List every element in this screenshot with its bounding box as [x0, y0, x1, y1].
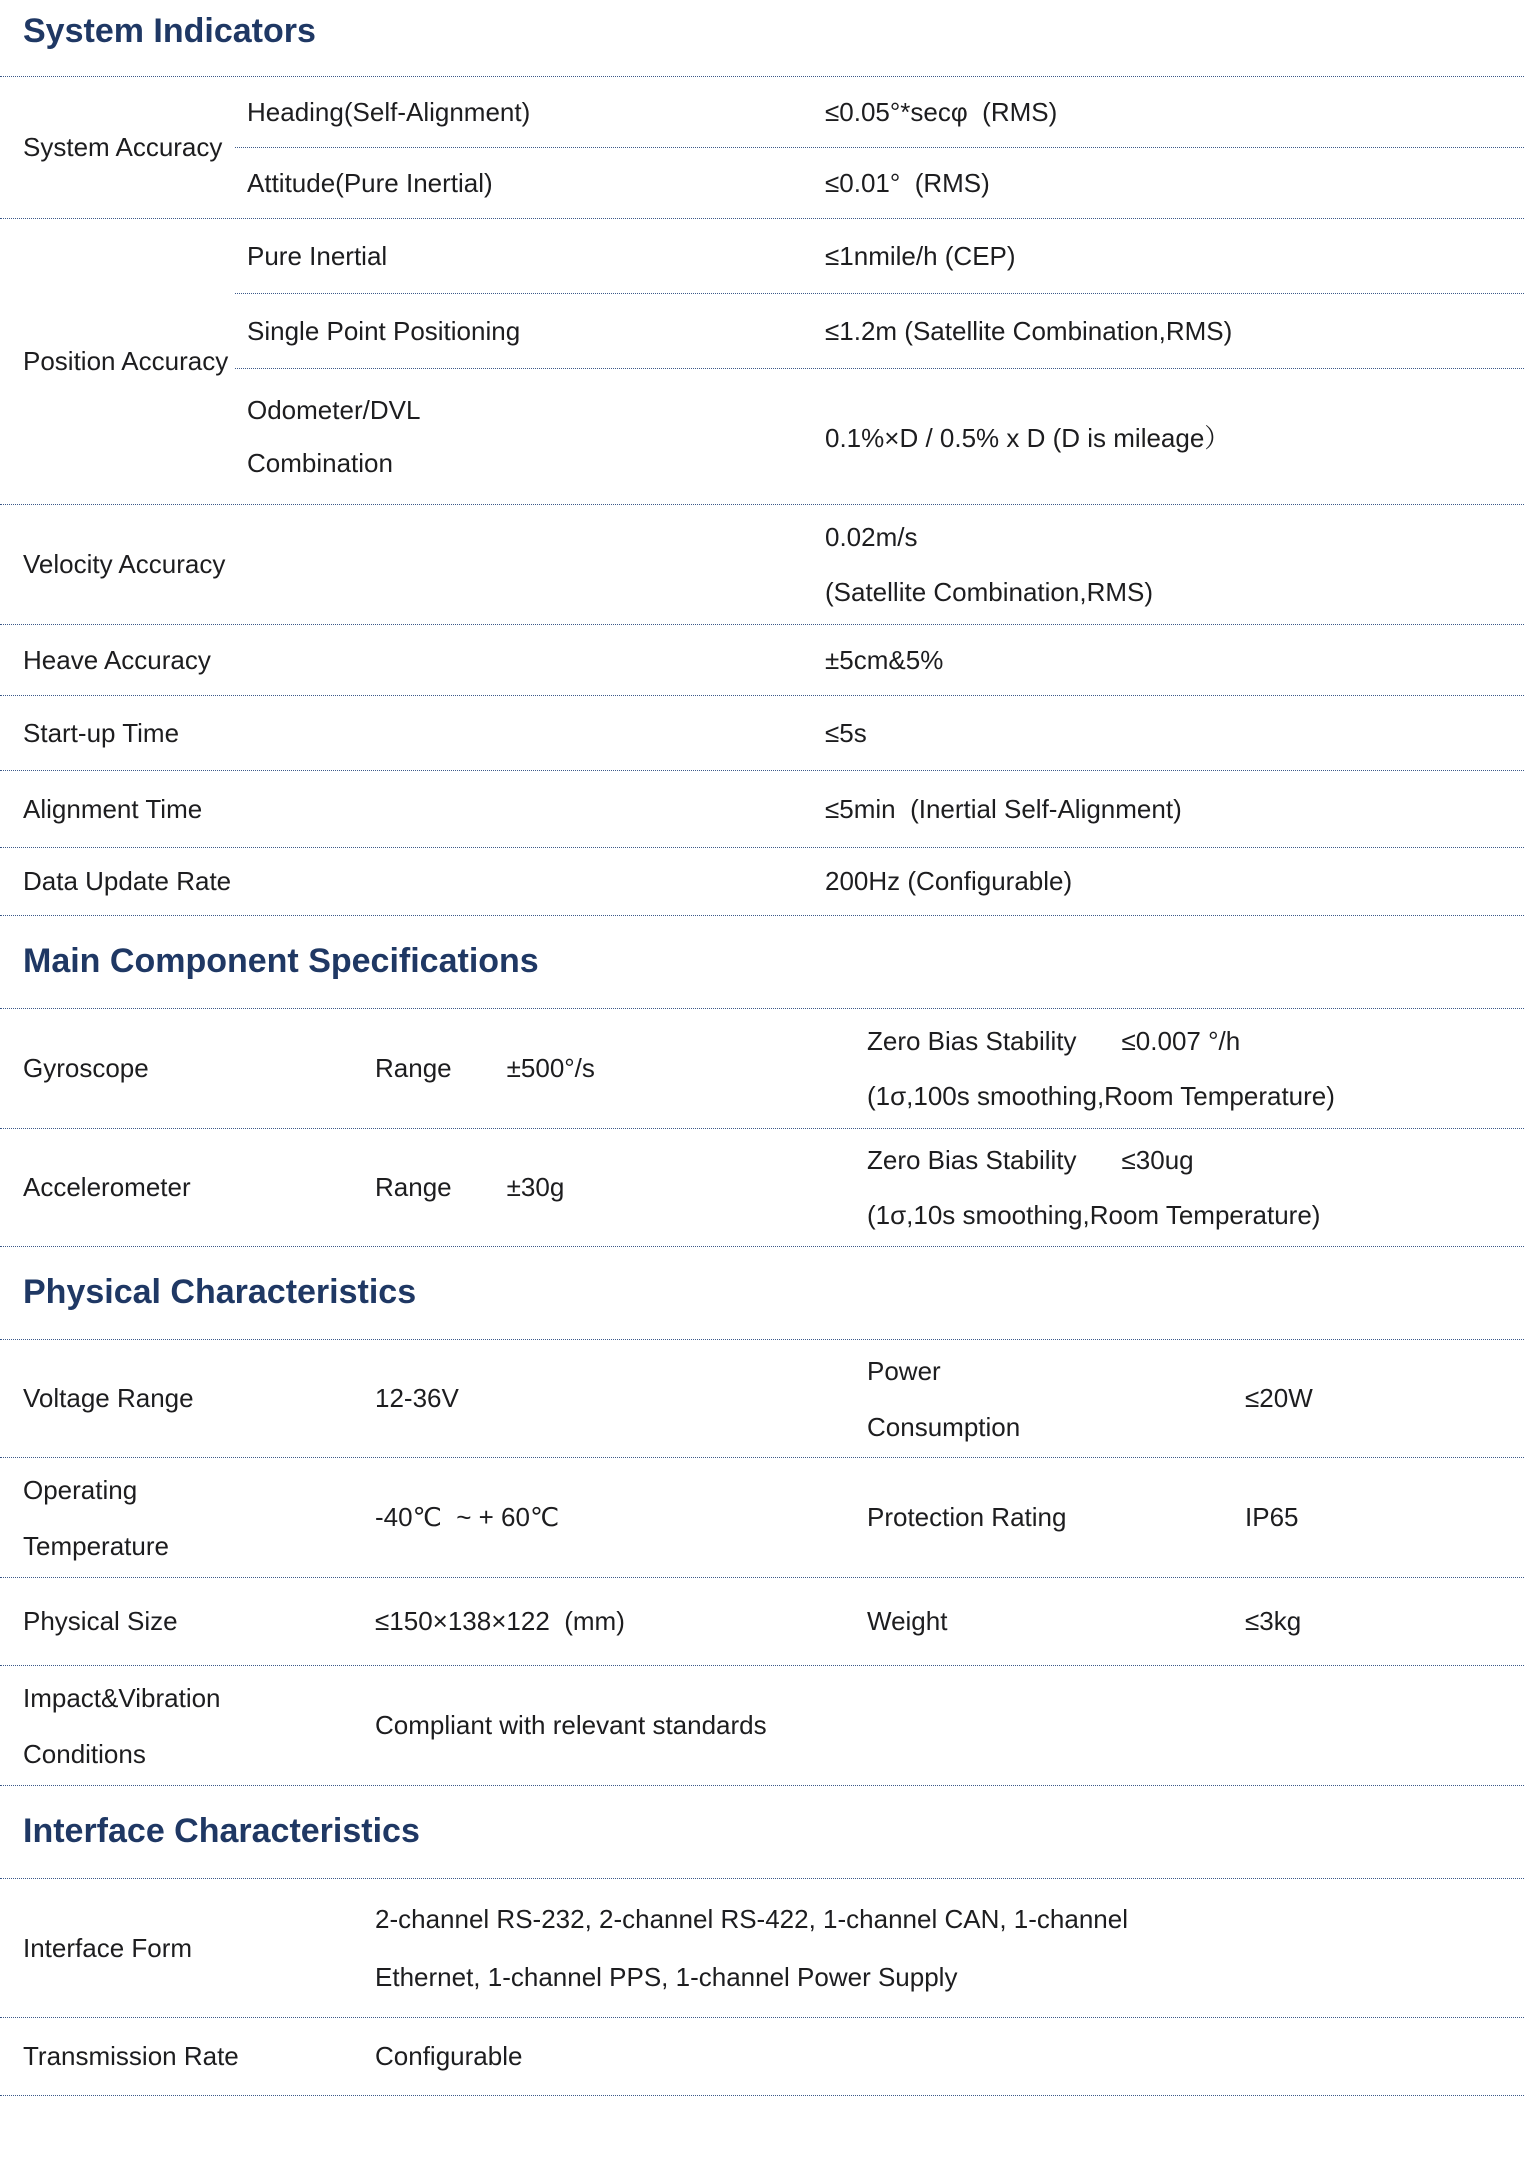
subrow-name: Single Point Positioning	[247, 315, 521, 346]
row-value-voltage-range: 12-36V	[375, 1383, 459, 1413]
section-header-physical-characteristics	[0, 1247, 1524, 1340]
row-label-accelerometer: Accelerometer	[23, 1172, 191, 1202]
row-gyroscope	[0, 1009, 1524, 1129]
section-title-system-indicators: System Indicators	[23, 12, 316, 50]
row-label-velocity-accuracy: Velocity Accuracy	[23, 549, 226, 579]
subrow-name-line1: Odometer/DVL	[247, 394, 421, 425]
bottom-whitespace	[0, 2096, 1524, 2162]
range-label: Range	[375, 1172, 452, 1202]
row-size-weight	[0, 1578, 1524, 1666]
value-line1: 2-channel RS-232, 2-channel RS-422, 1-channel CAN, 1-channel	[375, 1904, 1128, 1934]
system-accuracy-subrows	[235, 77, 1524, 218]
label-line2: Temperature	[23, 1530, 169, 1561]
row-label-transmission-rate: Transmission Rate	[23, 2041, 239, 2071]
row-impact-vibration	[0, 1666, 1524, 1786]
spec-name: Zero Bias Stability	[867, 1025, 1077, 1056]
row-alignment-time	[0, 771, 1524, 848]
spec-condition: (1σ,10s smoothing,Room Temperature)	[867, 1199, 1321, 1230]
section-header-system-indicators	[0, 0, 1524, 77]
gyroscope-range	[355, 1009, 845, 1128]
row-temperature-protection	[0, 1458, 1524, 1578]
section-header-main-component-specifications	[0, 916, 1524, 1009]
row-startup-time	[0, 696, 1524, 771]
accelerometer-spec	[845, 1129, 1524, 1246]
row-position-accuracy	[0, 219, 1524, 505]
row-value-heave-accuracy: ±5cm&5%	[825, 644, 944, 675]
label-line1: Impact&Vibration	[23, 1682, 221, 1713]
row-value-alignment-time: ≤5min (Inertial Self-Alignment)	[825, 793, 1182, 824]
row-label-interface-form: Interface Form	[23, 1932, 193, 1963]
row-voltage-power	[0, 1340, 1524, 1458]
row-value-interface-form	[355, 1879, 1524, 2017]
subrow-single-point-positioning	[235, 294, 1524, 369]
row-label-alignment-time: Alignment Time	[23, 793, 203, 824]
subrow-attitude-pure-inertial	[235, 148, 1524, 218]
range-label: Range	[375, 1053, 452, 1083]
spec-name: Zero Bias Stability	[867, 1144, 1077, 1175]
spec-line1	[867, 1014, 1240, 1069]
subrow-value: ≤0.05°*secφ (RMS)	[825, 96, 1058, 127]
row-heave-accuracy	[0, 625, 1524, 696]
row-label-protection-rating: Protection Rating	[867, 1502, 1067, 1532]
subrow-value: ≤1nmile/h (CEP)	[825, 240, 1016, 271]
row-value-physical-size: ≤150×138×122 (mm)	[375, 1606, 625, 1636]
label-line2: Conditions	[23, 1738, 146, 1769]
spec-line1	[867, 1133, 1194, 1188]
row-value-data-update-rate: 200Hz (Configurable)	[825, 866, 1073, 896]
section-title-interface-characteristics: Interface Characteristics	[23, 1812, 420, 1850]
section-title-main-component-specifications: Main Component Specifications	[23, 942, 539, 980]
spec-value: ≤30ug	[1121, 1144, 1194, 1175]
row-label-weight: Weight	[867, 1606, 948, 1636]
spec-value: ≤0.007 °/h	[1121, 1025, 1241, 1056]
subrow-name: Heading(Self-Alignment)	[247, 96, 531, 127]
row-data-update-rate	[0, 848, 1524, 916]
subrow-value: 0.1%×D / 0.5% x D (D is mileage）	[825, 423, 1231, 453]
row-label-impact-vibration	[0, 1666, 355, 1785]
subrow-value: ≤1.2m (Satellite Combination,RMS)	[825, 315, 1233, 346]
row-label-heave-accuracy: Heave Accuracy	[23, 644, 211, 675]
row-value-velocity-accuracy	[795, 505, 1524, 624]
subrow-heading-self-alignment	[235, 77, 1524, 148]
section-header-interface-characteristics	[0, 1786, 1524, 1879]
gyroscope-spec	[845, 1009, 1524, 1128]
position-accuracy-subrows	[235, 219, 1524, 504]
row-value-power-consumption: ≤20W	[1245, 1383, 1313, 1413]
row-velocity-accuracy	[0, 505, 1524, 625]
row-accelerometer	[0, 1129, 1524, 1247]
row-label-position-accuracy: Position Accuracy	[23, 346, 229, 376]
row-label-startup-time: Start-up Time	[23, 717, 180, 748]
subrow-name-line2: Combination	[247, 447, 393, 478]
row-label-data-update-rate: Data Update Rate	[23, 866, 232, 896]
row-label-physical-size: Physical Size	[23, 1606, 178, 1636]
row-transmission-rate	[0, 2018, 1524, 2096]
spec-condition: (1σ,100s smoothing,Room Temperature)	[867, 1080, 1335, 1111]
label-line1: Power	[867, 1355, 941, 1386]
subrow-pure-inertial	[235, 219, 1524, 294]
row-label-power-consumption	[845, 1340, 1225, 1457]
value-line2: (Satellite Combination,RMS)	[825, 576, 1154, 607]
row-label-system-accuracy: System Accuracy	[23, 132, 223, 162]
row-value-startup-time: ≤5s	[825, 717, 867, 748]
subrow-name: Pure Inertial	[247, 240, 388, 271]
label-line2: Consumption	[867, 1411, 1021, 1442]
row-label-gyroscope: Gyroscope	[23, 1053, 149, 1083]
row-value-transmission-rate: Configurable	[375, 2041, 523, 2071]
value-line2: Ethernet, 1-channel PPS, 1-channel Power Supply	[375, 1962, 958, 1992]
row-value-impact-vibration: Compliant with relevant standards	[375, 1710, 767, 1740]
row-value-operating-temperature: -40℃ ~ + 60℃	[375, 1502, 560, 1532]
row-value-weight: ≤3kg	[1245, 1606, 1302, 1636]
section-title-physical-characteristics: Physical Characteristics	[23, 1273, 417, 1311]
row-value-protection-rating: IP65	[1245, 1502, 1299, 1532]
label-line1: Operating	[23, 1474, 138, 1505]
subrow-value: ≤0.01° (RMS)	[825, 167, 990, 198]
row-label-operating-temperature	[0, 1458, 355, 1577]
value-line1: 0.02m/s	[825, 521, 918, 552]
subrow-name	[235, 369, 795, 504]
row-label-voltage-range: Voltage Range	[23, 1383, 194, 1413]
subrow-name: Attitude(Pure Inertial)	[247, 167, 493, 198]
range-value: ±30g	[506, 1172, 565, 1202]
row-interface-form	[0, 1879, 1524, 2018]
row-system-accuracy	[0, 77, 1524, 219]
range-value: ±500°/s	[506, 1053, 595, 1083]
accelerometer-range	[355, 1129, 845, 1246]
subrow-odometer-dvl-combination	[235, 369, 1524, 504]
